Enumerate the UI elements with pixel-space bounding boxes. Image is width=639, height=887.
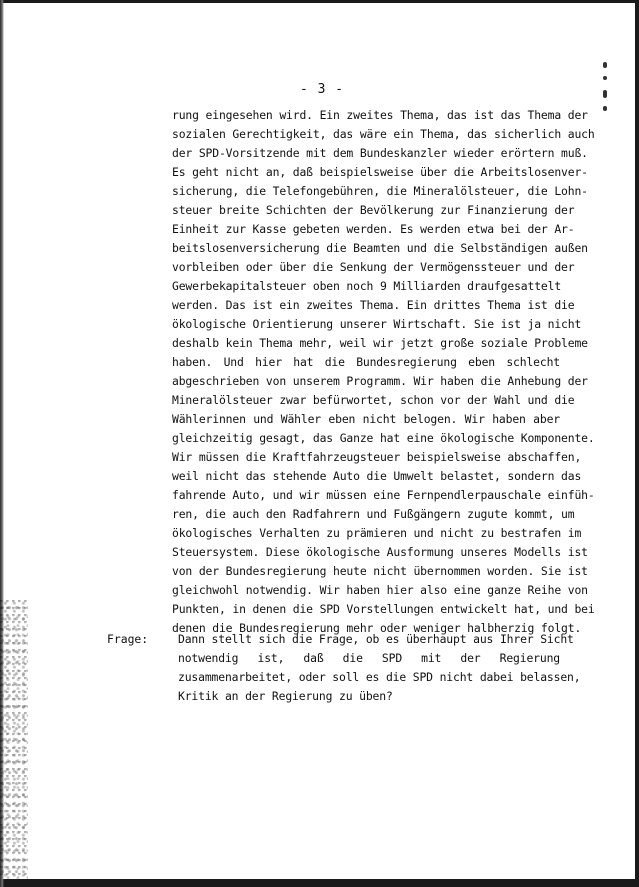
text-line: vorbleiben oder über die Senkung der Vermögenssteuer und der [172, 260, 575, 274]
scan-edge-bottom [0, 879, 639, 887]
text-line: Es geht nicht an, daß beispielsweise über die Arbeitslosenver- [172, 165, 588, 179]
text-line: steuer breite Schichten der Bevölkerung zur Finanzierung der [172, 203, 575, 217]
text-line: haben. Und hier hat die Bundesregierung eben schlecht [172, 355, 560, 369]
text-line: Wir müssen die Kraftfahrzeugsteuer beispielsweise abschaffen, [172, 450, 582, 464]
text-line: rung eingesehen wird. Ein zweites Thema, das ist das Thema der [172, 108, 588, 122]
question-line: zusammenarbeitet, oder soll es die SPD nicht dabei belassen, [178, 670, 581, 684]
question-label: Frage: [107, 632, 149, 646]
text-line: fahrende Auto, und wir müssen eine Fernpendlerpauschale einfüh- [172, 488, 595, 502]
question-paragraph [178, 630, 581, 706]
text-line: Einheit zur Kasse gebeten werden. Es werden etwa bei der Ar- [172, 222, 575, 236]
text-line: denen die Bundesregierung mehr oder weniger halbherzig folgt. [172, 621, 582, 635]
question-line: Kritik an der Regierung zu üben? [178, 689, 393, 703]
text-line: ökologische Orientierung unserer Wirtschaft. Sie ist ja nicht [172, 317, 582, 331]
text-line: der SPD-Vorsitzende mit dem Bundeskanzler wieder erörtern muß. [172, 146, 588, 160]
text-line: ren, die auch den Radfahrern und Fußgängern zugute kommt, um [172, 507, 575, 521]
text-line: Punkten, in denen die SPD Vorstellungen entwickelt hat, und bei [172, 602, 595, 616]
text-line: sozialen Gerechtigkeit, das wäre ein Thema, das sicherlich auch [172, 127, 595, 141]
question-line: Dann stellt sich die Frage, ob es überhaupt aus Ihrer Sicht [178, 632, 574, 646]
text-line: deshalb kein Thema mehr, weil wir jetzt große soziale Probleme [172, 336, 588, 350]
margin-marks [601, 62, 611, 122]
scan-edge-right [635, 0, 639, 887]
text-line: abgeschrieben von unserem Programm. Wir haben die Anhebung der [172, 374, 588, 388]
page-number: - 3 - [300, 82, 345, 97]
text-line: weil nicht das stehende Auto die Umwelt belastet, sondern das [172, 469, 582, 483]
text-line: beitslosenversicherung die Beamten und die Selbständigen außen [172, 241, 588, 255]
text-line: gleichzeitig gesagt, das Ganze hat eine ökologische Komponente. [172, 431, 595, 445]
text-line: Gewerbekapitalsteuer oben noch 9 Milliarden draufgesattelt [172, 279, 562, 293]
text-line: ökologisches Verhalten zu prämieren und nicht zu bestrafen im [172, 526, 582, 540]
text-line: von der Bundesregierung heute nicht übernommen worden. Sie ist [172, 564, 588, 578]
text-line: Wählerinnen und Wähler eben nicht belogen. Wir haben aber [172, 412, 560, 426]
answer-paragraph [172, 106, 595, 638]
text-line: Steuersystem. Diese ökologische Ausformung unseres Modells ist [172, 545, 588, 559]
text-line: gleichwohl notwendig. Wir haben hier also eine ganze Reihe von [172, 583, 588, 597]
text-line: Mineralölsteuer zwar befürwortet, schon vor der Wahl und die [172, 393, 575, 407]
text-line: werden. Das ist ein zweites Thema. Ein drittes Thema ist die [172, 298, 575, 312]
scan-noise [0, 600, 28, 880]
scan-edge-top [0, 0, 639, 3]
text-line: sicherung, die Telefongebühren, die Mineralölsteuer, die Lohn- [172, 184, 588, 198]
question-line: notwendig ist, daß die SPD mit der Regierung [178, 651, 560, 665]
